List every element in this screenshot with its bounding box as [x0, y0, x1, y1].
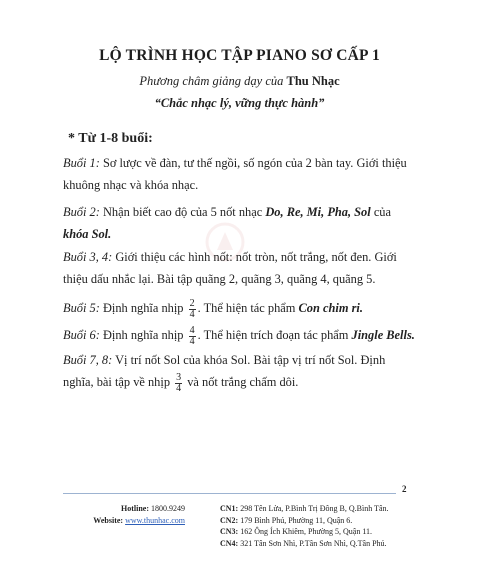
- lesson-label: Buổi 3, 4:: [63, 250, 113, 264]
- website: [79, 515, 185, 527]
- time-denominator: 4: [189, 308, 195, 320]
- page-title: LỘ TRÌNH HỌC TẬP PIANO SƠ CẤP 1: [99, 47, 380, 64]
- lesson-label: Buổi 1:: [63, 156, 100, 170]
- lesson-3-4: [63, 246, 415, 290]
- time-signature: [189, 326, 196, 347]
- time-numerator: 3: [176, 371, 182, 383]
- branch-item: [220, 538, 470, 550]
- branch-code: CN4:: [220, 538, 239, 548]
- time-numerator: 4: [189, 324, 195, 336]
- hotline-number: 1800.9249: [151, 504, 185, 513]
- branch-address: 162 Ông Ích Khiêm, Phường 5, Quận 11.: [240, 527, 373, 536]
- lesson-label: Buổi 6:: [63, 328, 100, 342]
- branch-item: [220, 526, 470, 538]
- time-signature: [175, 373, 182, 394]
- branch-address: 321 Tân Sơn Nhì, P.Tân Sơn Nhì, Q.Tân Phú.: [240, 538, 387, 548]
- lesson-text: Vị trí nốt Sol của khóa Sol. Bài tập vị trí nốt Sol. Định nghĩa, bài tập về nhịp: [63, 353, 386, 389]
- branch-code: CN2:: [220, 515, 239, 525]
- branch-address: 179 Bình Phú, Phường 11, Quận 6.: [240, 515, 353, 525]
- website-label: Website:: [93, 515, 124, 525]
- lesson-2: [63, 201, 415, 245]
- piece-title: Jingle Bells.: [351, 328, 415, 342]
- brand-name: Thu Nhạc: [286, 74, 340, 88]
- branch-item: [220, 515, 470, 527]
- branch-code: CN1:: [220, 504, 239, 513]
- lesson-text: Định nghĩa nhịp: [102, 328, 184, 342]
- lesson-text: . Thể hiện trích đoạn tác phẩm: [197, 328, 349, 342]
- lesson-text: và nốt trắng chấm dôi.: [187, 375, 299, 389]
- lesson-6: [63, 324, 415, 347]
- lesson-label: Buổi 7, 8:: [63, 353, 113, 367]
- lesson-label: Buổi 5:: [63, 301, 100, 315]
- website-link[interactable]: www.thunhac.com: [125, 515, 185, 525]
- time-denominator: 4: [176, 382, 182, 394]
- time-numerator: 2: [189, 297, 195, 309]
- time-denominator: 4: [189, 335, 195, 347]
- lesson-text: Nhận biết cao độ của 5 nốt nhạc: [102, 205, 263, 219]
- clef-name: khóa Sol.: [63, 227, 112, 241]
- lesson-5: [63, 297, 415, 320]
- lesson-text: Giới thiệu các hình nốt: nốt tròn, nốt trắng, nốt đen. Giới thiệu dấu nhắc lại. Bài tập quãng 2, quãng 3, quãng 4, quãng 5.: [63, 250, 397, 286]
- branch-list: [220, 503, 470, 549]
- branch-item: [220, 503, 470, 515]
- lesson-7-8: [63, 349, 415, 394]
- lesson-text: . Thể hiện tác phẩm: [197, 301, 296, 315]
- footer-divider: [63, 493, 396, 494]
- motto-prefix: Phương châm giảng dạy của: [139, 74, 284, 88]
- branch-address: 298 Tên Lửa, P.Bình Trị Đông B, Q.Bình Tân.: [240, 504, 389, 513]
- lesson-text: Định nghĩa nhịp: [102, 301, 184, 315]
- piece-title: Con chim ri.: [298, 301, 363, 315]
- slogan: “Chắc nhạc lý, vững thực hành”: [154, 96, 325, 110]
- lesson-1: [63, 152, 415, 196]
- note-names: Do, Re, Mi, Pha, Sol: [265, 205, 371, 219]
- hotline-label: Hotline:: [121, 504, 149, 513]
- section-heading: * Từ 1-8 buổi:: [68, 131, 153, 146]
- lesson-text: Sơ lược về đàn, tư thế ngồi, số ngón của 2 bàn tay. Giới thiệu khuông nhạc và khóa nhạc.: [63, 156, 407, 192]
- lesson-label: Buổi 2:: [63, 205, 100, 219]
- contact-info: [79, 503, 185, 526]
- lesson-text: của: [373, 205, 392, 219]
- hotline: [79, 503, 185, 515]
- teaching-motto: [0, 74, 479, 89]
- page-number: 2: [402, 484, 407, 494]
- branch-code: CN3:: [220, 527, 239, 536]
- time-signature: [189, 299, 196, 320]
